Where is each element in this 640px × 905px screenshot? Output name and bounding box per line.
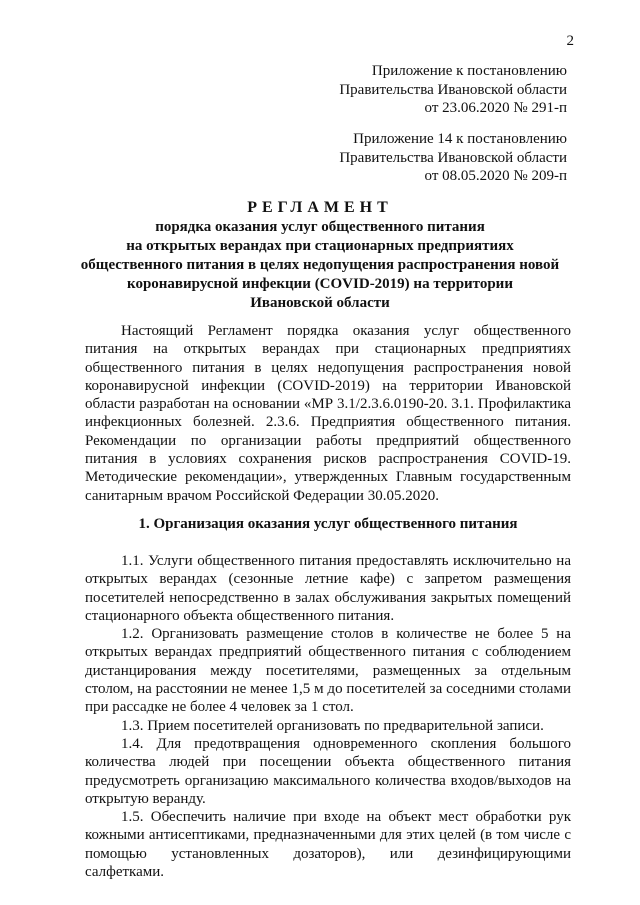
page-number: 2 — [566, 33, 574, 49]
intro-section — [85, 322, 571, 505]
appendix-line: Приложение к постановлению — [371, 63, 567, 79]
clause-paragraph: 1.2. Организовать размещение столов в количестве не более 5 на открытых верандах предприятий общественного питания с соблюдением дистанцирования между посетителями, размещенных за отдельным столом, на расстоянии не менее 1,5 м до посетителей за соседними столами при рассадке не более 4 человек за 1 стол. — [85, 626, 571, 716]
subtitle-line: порядка оказания услуг общественного питания — [155, 219, 485, 235]
document-title: РЕГЛАМЕНТ — [247, 199, 393, 216]
section-heading: 1. Организация оказания услуг общественного питания — [138, 516, 518, 532]
appendix-line: от 23.06.2020 № 291-п — [424, 100, 567, 116]
subtitle-line: коронавирусной инфекции (COVID-2019) на территории — [127, 276, 513, 292]
clause-paragraph: 1.3. Прием посетителей организовать по предварительной записи. — [121, 717, 544, 734]
appendix-line: Правительства Ивановской области — [339, 149, 567, 166]
appendix-reference-current — [339, 62, 567, 118]
subtitle-line: Ивановской области — [250, 295, 390, 311]
clause-paragraph: 1.4. Для предотвращения одновременного скопления большого количества людей при посещении объекта общественного питания предусмотреть организацию максимального количества входов/выходов на открытую веранду. — [85, 735, 571, 807]
appendix-line: от 08.05.2020 № 209-п — [424, 168, 567, 184]
section-body — [85, 552, 571, 881]
subtitle-line: общественного питания в целях недопущения распространения новой — [80, 257, 560, 273]
document-subtitle — [70, 218, 570, 313]
clause-paragraph: 1.5. Обеспечить наличие при входе на объект мест обработки рук кожными антисептиками, предназначенными для этих целей (в том числе с помощью установленных дозаторов), или дезинфицирующими салфетками. — [85, 809, 571, 881]
appendix-reference-original — [339, 130, 567, 186]
document-title-block — [70, 198, 570, 313]
clause-paragraph: 1.1. Услуги общественного питания предоставлять исключительно на открытых верандах (сезонные летние кафе) с запретом размещения посетителей непосредственно в залах обслуживания закрытых помещений стационарного объекта общественного питания. — [85, 553, 571, 624]
appendix-line: Приложение 14 к постановлению — [353, 131, 567, 147]
subtitle-line: на открытых верандах при стационарных предприятиях — [126, 238, 514, 254]
intro-paragraph: Настоящий Регламент порядка оказания услуг общественного питания на открытых верандах при стационарных предприятиях общественного питания в целях недопущения распространения новой коронавирусной инфекции (COVID-2019) на территории Ивановской области разработан на основании «МР 3.1/2.3.6.0190-20. 3.1. Профилактика инфекционных болезней. 2.3.6. Предприятия общественного питания. Рекомендации по организации работы предприятий общественного питания в условиях сохранения рисков распространения COVID-19. Методические рекомендации», утвержденных Главным государственным санитарным врачом Российской Федерации 30.05.2020. — [85, 323, 571, 504]
appendix-line: Правительства Ивановской области — [339, 81, 567, 98]
